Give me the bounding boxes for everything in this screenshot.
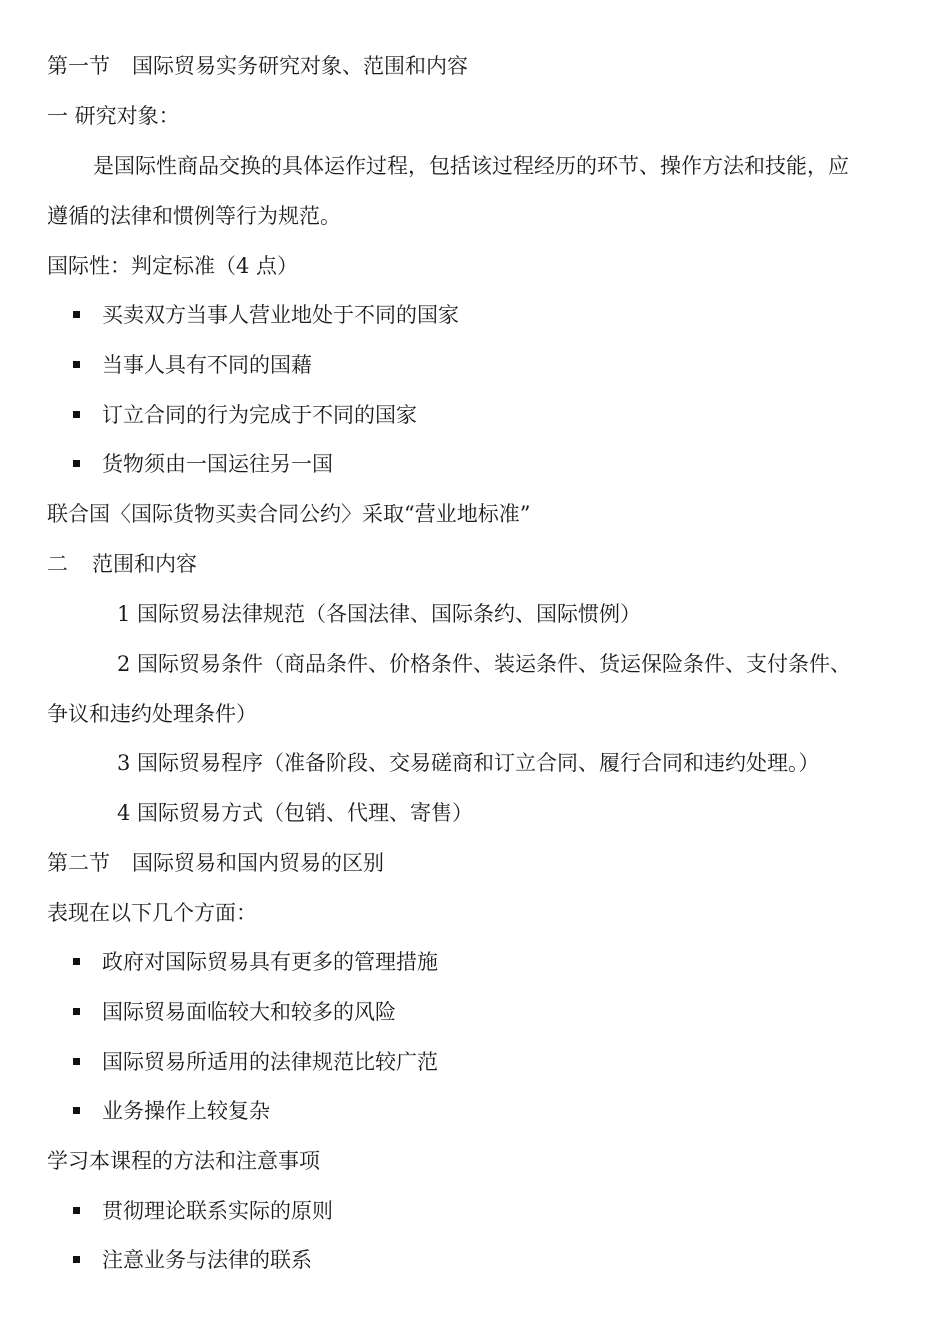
bullet-square-icon	[73, 460, 80, 467]
section1-title-text: 国际贸易实务研究对象、范围和内容	[132, 54, 468, 78]
un-convention-note: 联合国〈国际货物买卖合同公约〉采取“营业地标准”	[47, 502, 531, 526]
list-item	[73, 350, 312, 380]
list-item-text: 订立合同的行为完成于不同的国家	[102, 403, 417, 427]
list-item-text: 国际贸易所适用的法律规范比较广范	[102, 1050, 438, 1074]
bullet-square-icon	[73, 361, 80, 368]
definition-line-1: 是国际性商品交换的具体运作过程，包括该过程经历的环节、操作方法和技能，应	[93, 154, 849, 178]
list-item-text: 贯彻理论联系实际的原则	[102, 1199, 333, 1223]
bullet-square-icon	[73, 1256, 80, 1263]
list-item-text: 国际贸易面临较大和较多的风险	[102, 1000, 396, 1024]
scope-item-3: 3 国际贸易程序（准备阶段、交易磋商和订立合同、履行合同和违约处理。）	[117, 751, 820, 775]
scope-item-2-line-2: 争议和违约处理条件）	[47, 702, 257, 726]
bullet-square-icon	[73, 1058, 80, 1065]
list-item-text: 货物须由一国运往另一国	[102, 452, 333, 476]
criteria-heading: 国际性：判定标准（4 点）	[47, 254, 299, 278]
list-item-text: 当事人具有不同的国藉	[102, 353, 312, 377]
section2-title	[47, 848, 384, 878]
list-item-text: 买卖双方当事人营业地处于不同的国家	[102, 303, 459, 327]
scope-item-4: 4 国际贸易方式（包销、代理、寄售）	[117, 801, 474, 825]
research-object-heading: 一 研究对象：	[47, 104, 180, 128]
list-item	[73, 400, 417, 430]
bullet-square-icon	[73, 958, 80, 965]
section1-title-number: 第一节	[47, 54, 110, 78]
list-item	[73, 449, 333, 479]
section1-title	[47, 51, 468, 81]
bullet-square-icon	[73, 1207, 80, 1214]
list-item-text: 业务操作上较复杂	[102, 1099, 270, 1123]
list-item	[73, 1096, 270, 1126]
list-item	[73, 947, 438, 977]
bullet-square-icon	[73, 411, 80, 418]
list-item-text: 注意业务与法律的联系	[102, 1248, 312, 1272]
list-item	[73, 1047, 438, 1077]
list-item	[73, 1196, 333, 1226]
bullet-square-icon	[73, 311, 80, 318]
scope-item-2-line-1: 2 国际贸易条件（商品条件、价格条件、装运条件、货运保险条件、支付条件、	[117, 652, 852, 676]
definition-line-2: 遵循的法律和惯例等行为规范。	[47, 204, 341, 228]
scope-heading	[47, 549, 197, 579]
study-methods-heading: 学习本课程的方法和注意事项	[47, 1149, 320, 1173]
scope-item-1: 1 国际贸易法律规范（各国法律、国际条约、国际惯例）	[117, 602, 642, 626]
scope-heading-number: 二	[47, 552, 68, 576]
section2-title-text: 国际贸易和国内贸易的区别	[132, 851, 384, 875]
bullet-square-icon	[73, 1107, 80, 1114]
section2-title-number: 第二节	[47, 851, 110, 875]
differences-intro: 表现在以下几个方面：	[47, 901, 257, 925]
list-item	[73, 1245, 312, 1275]
list-item	[73, 997, 396, 1027]
scope-heading-text: 范围和内容	[92, 552, 197, 576]
list-item	[73, 300, 459, 330]
bullet-square-icon	[73, 1008, 80, 1015]
list-item-text: 政府对国际贸易具有更多的管理措施	[102, 950, 438, 974]
